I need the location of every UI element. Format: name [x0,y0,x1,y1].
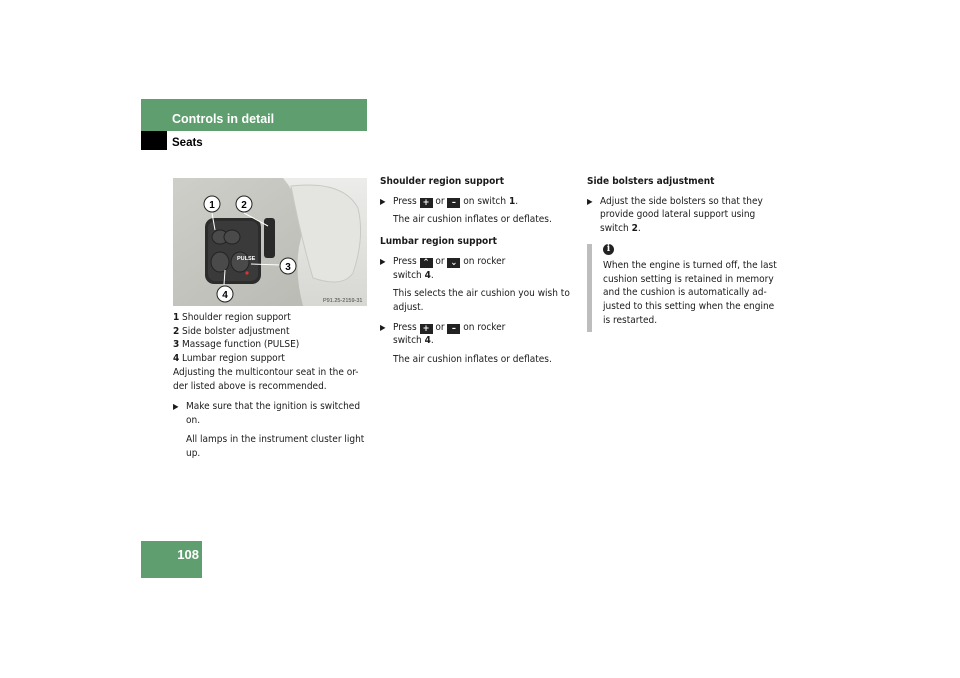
intro-text: Adjusting the multicontour seat in the or- der listed above is recommended. [173,367,359,392]
svg-text:1: 1 [209,200,215,211]
page-number: 108 [177,547,199,562]
legend-item: 4 Lumbar region support [173,353,285,365]
left-column [173,366,373,460]
legend-item: 1 Shoulder region support [173,312,291,323]
figure-code: P91.25-2159-31 [323,298,363,304]
section-title: Controls in detail [172,112,275,126]
bullet-icon: ▶ [173,402,179,412]
plus-key-icon: + [420,324,433,334]
legend-item: 3 Massage function (PULSE) [173,339,300,351]
svg-text:3: 3 [285,262,291,273]
subsection-title: Seats [172,137,203,149]
plus-key-icon: + [420,198,433,208]
callout-3 [280,258,296,274]
step-ignition: ▶ Make sure that the ignition is switched on. [173,401,361,427]
lumbar-step-adjust: ▶ Press + or – on rocker switch 4. [380,321,506,347]
bullet-icon: ▶ [380,196,386,206]
callout-1 [204,196,220,212]
info-note-text: When the engine is turned off, the last cushion setting is retained in memory and the cushion is automatically ad- justed to this setting when the engine is restarted. [603,260,777,326]
svg-text:4: 4 [222,290,228,301]
shoulder-step: ▶ Press + or – on switch 1. [380,195,519,208]
right-column [587,175,787,236]
minus-key-icon: – [447,324,460,334]
minus-key-icon: – [447,198,460,208]
svg-text:2: 2 [241,200,247,211]
figure-legend [173,311,299,366]
up-key-icon: ⌃ [420,258,433,268]
side-bolster-step: ▶ Adjust the side bolsters so that they provide good lateral support using switch 2. [587,195,763,235]
lumbar-adjust-result: The air cushion inflates or deflates. [393,354,552,366]
shoulder-heading: Shoulder region support [380,176,505,187]
middle-column [380,175,580,367]
shoulder-result: The air cushion inflates or deflates. [393,214,552,226]
callout-4 [217,286,233,302]
lumbar-step-select: ▶ Press ⌃ or ⌄ on rocker switch 4. [380,255,506,281]
lumbar-select-result: This selects the air cushion you wish to adjust. [393,288,570,313]
side-bolster-heading: Side bolsters adjustment [587,176,715,187]
bullet-icon: ▶ [380,322,386,332]
subsection-marker [141,131,167,150]
step-ignition-note: All lamps in the instrument cluster light up. [186,433,365,459]
down-key-icon: ⌄ [447,258,460,268]
note-bar [587,244,592,332]
bullet-icon: ▶ [587,196,593,206]
legend-item: 2 Side bolster adjustment [173,325,290,337]
info-note [603,244,788,328]
info-icon: i [603,244,614,255]
pulse-label: PULSE [237,256,256,262]
callout-2 [236,196,252,212]
seat-switch-photo [173,178,367,306]
lumbar-heading: Lumbar region support [380,236,497,248]
bullet-icon: ▶ [380,256,386,266]
